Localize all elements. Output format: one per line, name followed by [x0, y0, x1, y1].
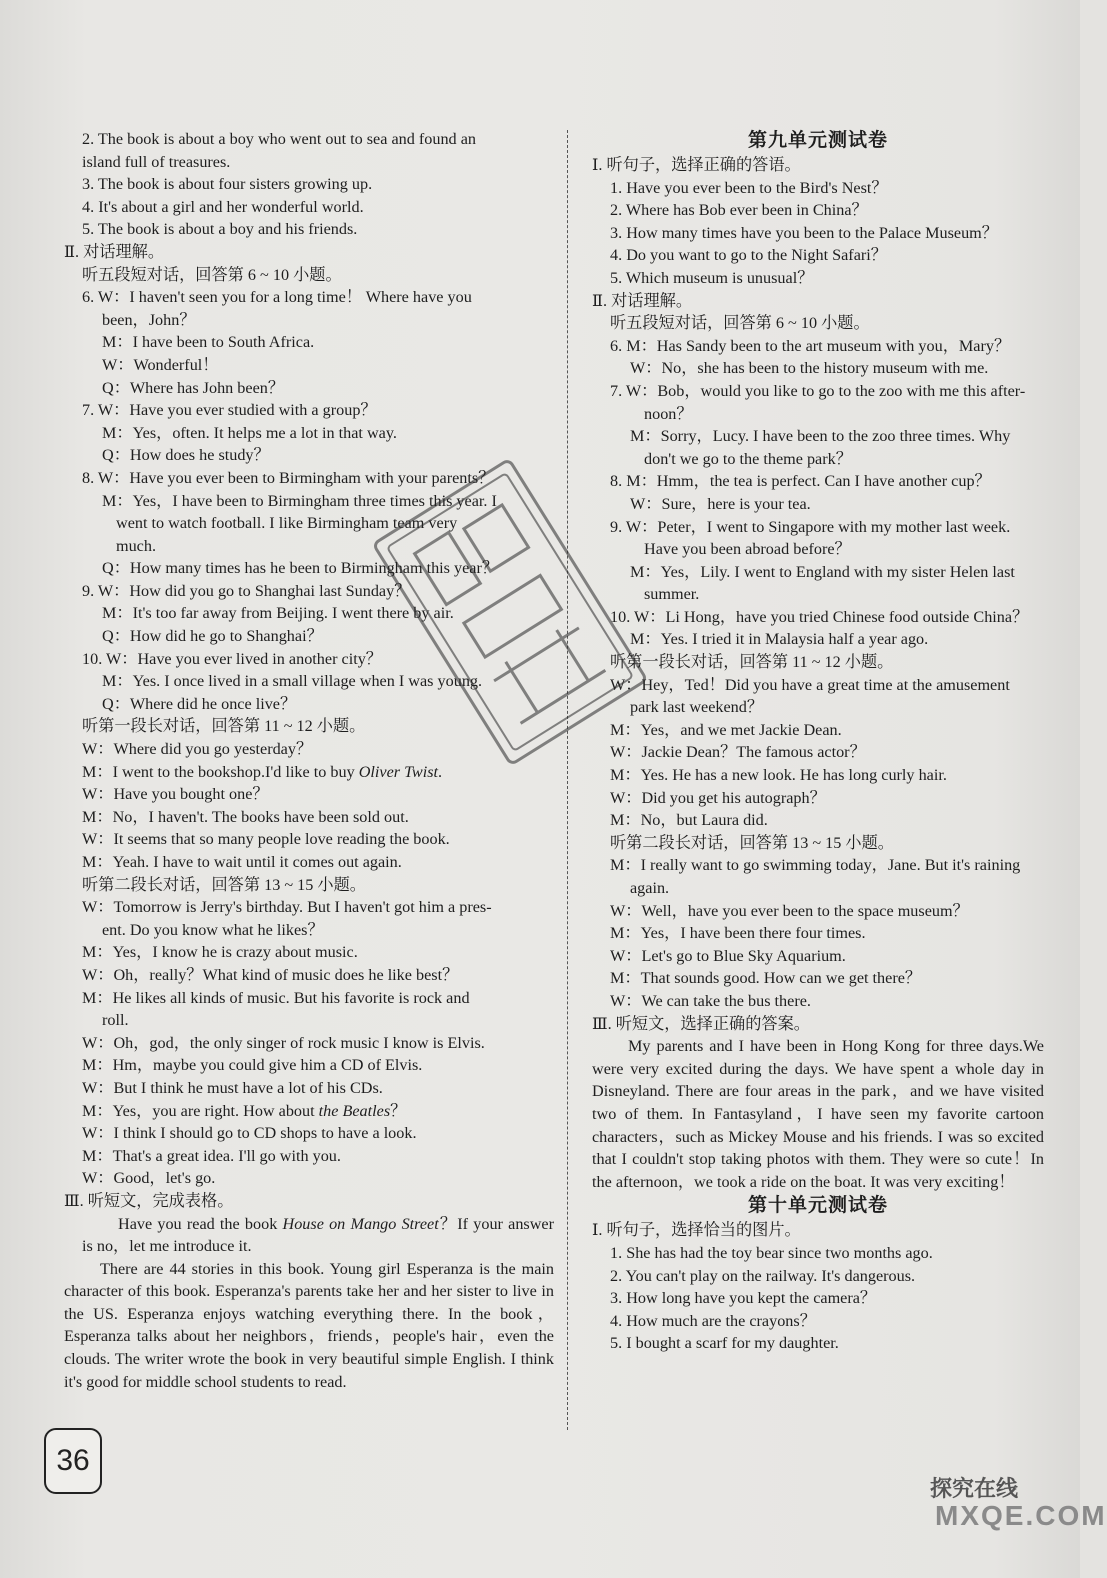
text-line: 3. How many times have you been to the Palace Museum？ — [610, 223, 998, 242]
text-line: W：Have you bought one？ — [82, 785, 269, 804]
text-line: don't we go to the theme park？ — [644, 449, 852, 468]
text-line: Q：How many times has he been to Birmingham this year？ — [102, 559, 499, 578]
text-line: Q：Where did he once live？ — [102, 694, 297, 713]
text-line: 10. W：Li Hong，have you tried Chinese food outside China？ — [610, 607, 1029, 626]
text-line: 听第一段长对话，回答第 11 ~ 12 小题。 — [82, 717, 366, 736]
text-line: been，John？ — [102, 310, 196, 329]
text-line: 1. Have you ever been to the Bird's Nest？ — [610, 178, 888, 197]
text-line: summer. — [644, 585, 700, 604]
text-line: M：I really want to go swimming today，Jane. But it's raining — [610, 856, 1021, 875]
text-line: M：I went to the bookshop.I'd like to buy Oliver Twist. — [82, 762, 443, 781]
text-line: 9. W：Peter，I went to Singapore with my mother last week. — [610, 517, 1011, 536]
text-line: W：I think I should go to CD shops to have a look. — [82, 1124, 417, 1143]
text-line: W：Hey，Ted！Did you have a great time at the amusement — [610, 675, 1010, 694]
text-line: 4. Do you want to go to the Night Safari？ — [610, 246, 887, 265]
text-line: 5. Which museum is unusual？ — [610, 268, 814, 287]
page-number: 36 — [44, 1428, 102, 1494]
text-line: 听五段短对话，回答第 6 ~ 10 小题。 — [82, 265, 342, 284]
text-line: 9. W：How did you go to Shanghai last Sunday？ — [82, 581, 411, 600]
text-line: went to watch football. I like Birmingham team very — [116, 514, 458, 533]
text-line: W：Well，have you ever been to the space museum？ — [610, 901, 969, 920]
passage-paragraph: Have you read the book House on Mango Street？If your answer is no，let me introduce it. — [82, 1214, 554, 1256]
passage-paragraph: My parents and I have been in Hong Kong for three days.We were very excited during the days. We have spent a whole day in Disneyland. There are four areas in the park，and we have visited two of them. In Fantasyland，I have seen my favorite cartoon characters，such as Mickey Mouse and his friends. I was so excited that I couldn't stop taking photos with them. They were so cute！In the afternoon，we took a ride on the boat. It was very exciting！ — [592, 1037, 1044, 1191]
unit-9-title: 第九单元测试卷 — [747, 130, 888, 151]
text-line: Ⅲ. 听短文，选择正确的答案。 — [592, 1014, 810, 1033]
text-line: M：That sounds good. How can we get there？ — [610, 969, 922, 988]
text-line: 7. W：Have you ever studied with a group？ — [82, 401, 377, 420]
text-line: 2. You can't play on the railway. It's dangerous. — [610, 1266, 916, 1285]
text-line: 3. How long have you kept the camera？ — [610, 1289, 877, 1308]
text-line: M：I have been to South Africa. — [102, 333, 315, 352]
text-line: 5. I bought a scarf for my daughter. — [610, 1334, 839, 1353]
text-line: again. — [630, 879, 670, 897]
text-line: 听第一段长对话，回答第 11 ~ 12 小题。 — [610, 653, 894, 672]
text-line: M：No，but Laura did. — [610, 811, 768, 830]
text-line: M：Yeah. I have to wait until it comes out again. — [82, 853, 402, 871]
text-line: W：Let's go to Blue Sky Aquarium. — [610, 946, 846, 965]
text-line: Ⅱ. 对话理解。 — [592, 291, 693, 310]
text-line: 10. W：Have you ever lived in another city？ — [82, 649, 382, 668]
text-line: W：But I think he must have a lot of his CDs. — [82, 1078, 383, 1097]
text-line: 2. The book is about a boy who went out to sea and found an — [82, 130, 476, 148]
unit-10-title: 第十单元测试卷 — [747, 1195, 888, 1217]
italic-title: House on Mango Street — [282, 1214, 439, 1233]
text-line: M：Yes，I have been there four times. — [610, 924, 866, 943]
text-line: Ⅲ. 听短文，完成表格。 — [64, 1191, 234, 1210]
text-line: M：Hm，maybe you could give him a CD of Elvis. — [82, 1056, 423, 1075]
text-line: W：Jackie Dean？The famous actor？ — [610, 743, 866, 762]
text-line: 听第二段长对话，回答第 13 ~ 15 小题。 — [610, 833, 894, 852]
text-line: W：Oh，god，the only singer of rock music I know is Elvis. — [82, 1033, 485, 1052]
left-column — [64, 128, 554, 1393]
passage-paragraph: There are 44 stories in this book. Young girl Esperanza is the main character of this book. Esperanza's parents take her and her sister to live in the US. Esperanza enjoys watching everything there. In the book，Esperanza talks about her neighbors，friends，people's hair，even the clouds. The writer wrote the book in very beautiful simple English. I think it's good for middle school students to read. — [64, 1259, 554, 1391]
text-line: M：Sorry，Lucy. I have been to the zoo three times. Why — [630, 427, 1011, 446]
footer-brand: 探究在线 — [930, 1476, 1019, 1501]
text-line: Q：Where has John been？ — [102, 378, 285, 397]
text-line: island full of treasures. — [82, 152, 231, 171]
italic-title: the Beatles — [318, 1101, 391, 1120]
text-line: 5. The book is about a boy and his friends. — [82, 220, 358, 239]
text-line: Q：How did he go to Shanghai？ — [102, 627, 323, 646]
text-line: M：Yes，and we met Jackie Dean. — [610, 720, 842, 739]
text-line: W：Good，let's go. — [82, 1169, 216, 1188]
text-line: Ⅰ. 听句子，选择正确的答语。 — [592, 156, 801, 174]
text-line: W：We can take the bus there. — [610, 991, 811, 1010]
column-divider — [567, 130, 568, 1430]
text-line: 3. The book is about four sisters growing up. — [82, 175, 373, 194]
text-line: W：Oh，really？What kind of music does he like best？ — [82, 965, 459, 984]
text-line: W：Where did you go yesterday？ — [82, 740, 313, 759]
text-line: M：Yes，I know he is crazy about music. — [82, 943, 358, 962]
text-line: W：Wonderful！ — [102, 355, 219, 374]
text-line: M：He likes all kinds of music. But his favorite is rock and — [82, 988, 470, 1007]
text-line: noon？ — [644, 404, 693, 423]
text-line: 2. Where has Bob ever been in China？ — [610, 201, 868, 220]
text-line: W：Did you get his autograph？ — [610, 788, 826, 807]
text-line: 听第二段长对话，回答第 13 ~ 15 小题。 — [82, 875, 366, 894]
italic-title: Oliver Twist — [358, 762, 439, 781]
text-line: M：Yes. He has a new look. He has long curly hair. — [610, 766, 947, 785]
text-line: 听五段短对话，回答第 6 ~ 10 小题。 — [610, 314, 870, 333]
text-line: ent. Do you know what he likes？ — [102, 920, 324, 939]
text-line: 4. How much are the crayons？ — [610, 1311, 816, 1330]
text-line: roll. — [102, 1011, 129, 1030]
text-line: W：No，she has been to the history museum with me. — [630, 359, 989, 378]
text-line: much. — [116, 536, 157, 555]
text-line: W：Tomorrow is Jerry's birthday. But I haven't got him a pres- — [82, 898, 492, 917]
text-line: M：Yes. I tried it in Malaysia half a year ago. — [630, 630, 929, 649]
text-line: 8. M：Hmm，the tea is perfect. Can I have another cup？ — [610, 472, 991, 491]
text-line: M：Yes. I once lived in a small village when I was young. — [102, 672, 483, 691]
text-line: 4. It's about a girl and her wonderful world. — [82, 197, 364, 216]
text-line: park last weekend？ — [630, 698, 764, 717]
text-line: 7. W：Bob，would you like to go to the zoo with me this after- — [610, 381, 1026, 400]
watermark-logo: MXQE.COM — [935, 1500, 1107, 1531]
text-line: Have you been abroad before？ — [644, 540, 851, 559]
text-line: W：Sure，here is your tea. — [630, 494, 811, 513]
text-line: Ⅱ. 对话理解。 — [64, 242, 165, 261]
text-line: M：Yes，often. It helps me a lot in that way. — [102, 423, 397, 442]
text-line: M：It's too far away from Beijing. I went there by air. — [102, 604, 454, 623]
text-line: M：Yes，Lily. I went to England with my sister Helen last — [630, 562, 1015, 581]
text-line: Q：How does he study？ — [102, 446, 270, 465]
text-line: M：No，I haven't. The books have been sold out. — [82, 807, 409, 826]
text-line: M：Yes，you are right. How about the Beatles？ — [82, 1101, 407, 1120]
text-line: 8. W：Have you ever been to Birmingham with your parents？ — [82, 468, 495, 487]
text-line: 6. M：Has Sandy been to the art museum with you，Mary？ — [610, 336, 1011, 355]
text-line: M：That's a great idea. I'll go with you. — [82, 1146, 341, 1165]
text-line: W：It seems that so many people love reading the book. — [82, 830, 450, 849]
text-line: 6. W：I haven't seen you for a long time！ Where have you — [82, 288, 472, 307]
text-line: M：Yes，I have been to Birmingham three times this year. I — [102, 491, 497, 510]
text-line: 1. She has had the toy bear since two months ago. — [610, 1243, 933, 1262]
right-column — [592, 128, 1044, 1355]
text-line: Ⅰ. 听句子，选择恰当的图片。 — [592, 1221, 801, 1240]
